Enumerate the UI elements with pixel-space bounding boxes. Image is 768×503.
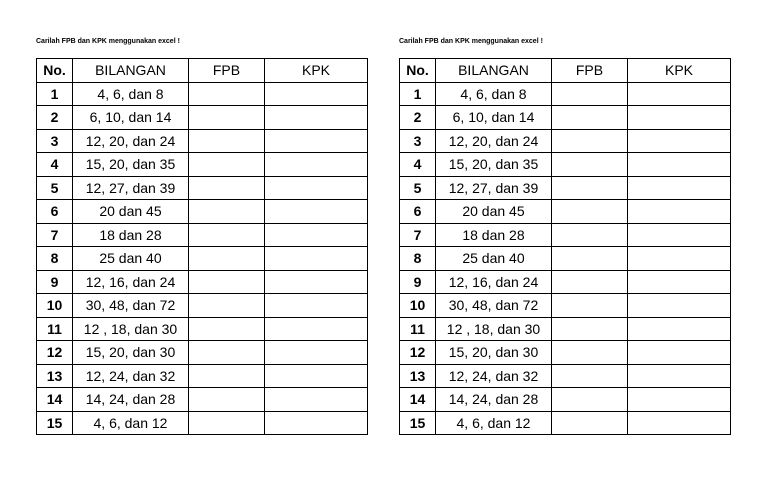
cell-bilangan: 14, 24, dan 28 — [73, 388, 189, 412]
table-row — [37, 270, 368, 294]
cell-kpk[interactable] — [265, 341, 368, 365]
cell-kpk[interactable] — [628, 317, 731, 341]
table-row — [400, 200, 731, 224]
instruction-text: Carilah FPB dan KPK menggunakan excel ! — [399, 38, 543, 45]
cell-fpb[interactable] — [189, 176, 265, 200]
cell-bilangan: 20 dan 45 — [436, 200, 552, 224]
cell-fpb[interactable] — [189, 294, 265, 318]
cell-no: 15 — [400, 411, 436, 435]
cell-fpb[interactable] — [552, 106, 628, 130]
table-row — [37, 411, 368, 435]
cell-fpb[interactable] — [552, 176, 628, 200]
cell-bilangan: 12, 16, dan 24 — [436, 270, 552, 294]
cell-kpk[interactable] — [265, 223, 368, 247]
cell-no: 6 — [37, 200, 73, 224]
cell-fpb[interactable] — [189, 129, 265, 153]
cell-no: 12 — [400, 341, 436, 365]
worksheet-right — [399, 36, 731, 435]
cell-kpk[interactable] — [628, 129, 731, 153]
table-row — [37, 317, 368, 341]
cell-fpb[interactable] — [189, 223, 265, 247]
exercise-table — [399, 58, 731, 435]
cell-bilangan: 30, 48, dan 72 — [436, 294, 552, 318]
table-row — [37, 82, 368, 106]
cell-kpk[interactable] — [628, 364, 731, 388]
cell-fpb[interactable] — [552, 317, 628, 341]
cell-no: 5 — [37, 176, 73, 200]
cell-kpk[interactable] — [628, 176, 731, 200]
table-row — [400, 176, 731, 200]
table-row — [400, 153, 731, 177]
cell-fpb[interactable] — [552, 153, 628, 177]
cell-no: 9 — [37, 270, 73, 294]
cell-kpk[interactable] — [265, 388, 368, 412]
cell-no: 3 — [37, 129, 73, 153]
cell-bilangan: 4, 6, dan 8 — [436, 82, 552, 106]
cell-fpb[interactable] — [189, 247, 265, 271]
cell-kpk[interactable] — [628, 341, 731, 365]
table-row — [400, 129, 731, 153]
table-row — [400, 270, 731, 294]
cell-no: 6 — [400, 200, 436, 224]
cell-kpk[interactable] — [265, 411, 368, 435]
cell-kpk[interactable] — [265, 153, 368, 177]
cell-bilangan: 12, 24, dan 32 — [73, 364, 189, 388]
header-bilangan: BILANGAN — [73, 59, 189, 83]
header-fpb: FPB — [552, 59, 628, 83]
cell-fpb[interactable] — [552, 200, 628, 224]
header-no: No. — [37, 59, 73, 83]
cell-fpb[interactable] — [552, 388, 628, 412]
cell-fpb[interactable] — [552, 247, 628, 271]
table-row — [37, 388, 368, 412]
table-body — [37, 82, 368, 435]
cell-no: 9 — [400, 270, 436, 294]
header-fpb: FPB — [189, 59, 265, 83]
cell-no: 8 — [400, 247, 436, 271]
cell-fpb[interactable] — [189, 341, 265, 365]
table-row — [37, 176, 368, 200]
table-row — [400, 411, 731, 435]
cell-bilangan: 18 dan 28 — [73, 223, 189, 247]
cell-bilangan: 6, 10, dan 14 — [436, 106, 552, 130]
cell-no: 3 — [400, 129, 436, 153]
worksheet-left — [36, 36, 368, 435]
cell-no: 8 — [37, 247, 73, 271]
table-row — [400, 247, 731, 271]
cell-bilangan: 15, 20, dan 30 — [436, 341, 552, 365]
cell-fpb[interactable] — [552, 411, 628, 435]
table-row — [37, 153, 368, 177]
header-row — [37, 59, 368, 83]
cell-bilangan: 12, 20, dan 24 — [436, 129, 552, 153]
cell-no: 12 — [37, 341, 73, 365]
cell-kpk[interactable] — [265, 176, 368, 200]
cell-bilangan: 15, 20, dan 30 — [73, 341, 189, 365]
cell-bilangan: 12, 27, dan 39 — [436, 176, 552, 200]
cell-no: 13 — [400, 364, 436, 388]
cell-no: 7 — [400, 223, 436, 247]
cell-kpk[interactable] — [265, 270, 368, 294]
cell-bilangan: 30, 48, dan 72 — [73, 294, 189, 318]
cell-no: 13 — [37, 364, 73, 388]
table-row — [400, 341, 731, 365]
cell-bilangan: 4, 6, dan 8 — [73, 82, 189, 106]
cell-no: 15 — [37, 411, 73, 435]
cell-fpb[interactable] — [189, 153, 265, 177]
header-kpk: KPK — [628, 59, 731, 83]
cell-fpb[interactable] — [189, 270, 265, 294]
cell-bilangan: 12, 20, dan 24 — [73, 129, 189, 153]
table-row — [37, 247, 368, 271]
cell-kpk[interactable] — [265, 106, 368, 130]
cell-bilangan: 6, 10, dan 14 — [73, 106, 189, 130]
table-row — [400, 364, 731, 388]
cell-kpk[interactable] — [628, 388, 731, 412]
cell-bilangan: 18 dan 28 — [436, 223, 552, 247]
table-row — [400, 388, 731, 412]
cell-no: 11 — [400, 317, 436, 341]
cell-bilangan: 4, 6, dan 12 — [436, 411, 552, 435]
cell-bilangan: 15, 20, dan 35 — [73, 153, 189, 177]
cell-fpb[interactable] — [552, 341, 628, 365]
cell-fpb[interactable] — [189, 388, 265, 412]
cell-kpk[interactable] — [628, 270, 731, 294]
cell-bilangan: 25 dan 40 — [436, 247, 552, 271]
cell-bilangan: 25 dan 40 — [73, 247, 189, 271]
cell-no: 5 — [400, 176, 436, 200]
cell-kpk[interactable] — [628, 106, 731, 130]
table-row — [400, 223, 731, 247]
cell-kpk[interactable] — [628, 411, 731, 435]
cell-kpk[interactable] — [265, 82, 368, 106]
header-bilangan: BILANGAN — [436, 59, 552, 83]
table-row — [37, 129, 368, 153]
cell-bilangan: 12, 24, dan 32 — [436, 364, 552, 388]
table-row — [37, 106, 368, 130]
cell-no: 4 — [400, 153, 436, 177]
cell-no: 14 — [37, 388, 73, 412]
cell-no: 4 — [37, 153, 73, 177]
cell-no: 2 — [37, 106, 73, 130]
cell-kpk[interactable] — [628, 223, 731, 247]
cell-bilangan: 4, 6, dan 12 — [73, 411, 189, 435]
cell-bilangan: 12 , 18, dan 30 — [73, 317, 189, 341]
cell-bilangan: 20 dan 45 — [73, 200, 189, 224]
header-row — [400, 59, 731, 83]
header-no: No. — [400, 59, 436, 83]
cell-fpb[interactable] — [189, 106, 265, 130]
table-row — [37, 364, 368, 388]
cell-kpk[interactable] — [265, 247, 368, 271]
cell-bilangan: 12, 27, dan 39 — [73, 176, 189, 200]
cell-fpb[interactable] — [552, 364, 628, 388]
cell-bilangan: 14, 24, dan 28 — [436, 388, 552, 412]
cell-fpb[interactable] — [189, 411, 265, 435]
table-row — [400, 82, 731, 106]
cell-no: 14 — [400, 388, 436, 412]
cell-kpk[interactable] — [628, 153, 731, 177]
table-row — [400, 294, 731, 318]
table-row — [37, 223, 368, 247]
instruction-text: Carilah FPB dan KPK menggunakan excel ! — [36, 38, 180, 45]
table-row — [37, 294, 368, 318]
cell-fpb[interactable] — [552, 294, 628, 318]
table-row — [37, 200, 368, 224]
cell-fpb[interactable] — [189, 317, 265, 341]
header-kpk: KPK — [265, 59, 368, 83]
exercise-table — [36, 58, 368, 435]
table-body — [400, 82, 731, 435]
cell-fpb[interactable] — [189, 200, 265, 224]
cell-fpb[interactable] — [552, 129, 628, 153]
cell-no: 11 — [37, 317, 73, 341]
table-row — [400, 106, 731, 130]
cell-bilangan: 15, 20, dan 35 — [436, 153, 552, 177]
cell-bilangan: 12 , 18, dan 30 — [436, 317, 552, 341]
cell-kpk[interactable] — [265, 317, 368, 341]
cell-kpk[interactable] — [265, 364, 368, 388]
cell-kpk[interactable] — [265, 294, 368, 318]
cell-kpk[interactable] — [265, 129, 368, 153]
cell-no: 1 — [37, 82, 73, 106]
cell-fpb[interactable] — [189, 82, 265, 106]
table-row — [37, 341, 368, 365]
cell-no: 2 — [400, 106, 436, 130]
cell-kpk[interactable] — [628, 200, 731, 224]
cell-fpb[interactable] — [189, 364, 265, 388]
table-row — [400, 317, 731, 341]
cell-kpk[interactable] — [628, 82, 731, 106]
cell-fpb[interactable] — [552, 82, 628, 106]
cell-fpb[interactable] — [552, 223, 628, 247]
cell-no: 10 — [37, 294, 73, 318]
cell-kpk[interactable] — [265, 200, 368, 224]
cell-kpk[interactable] — [628, 247, 731, 271]
cell-kpk[interactable] — [628, 294, 731, 318]
cell-fpb[interactable] — [552, 270, 628, 294]
cell-no: 1 — [400, 82, 436, 106]
cell-bilangan: 12, 16, dan 24 — [73, 270, 189, 294]
cell-no: 10 — [400, 294, 436, 318]
cell-no: 7 — [37, 223, 73, 247]
